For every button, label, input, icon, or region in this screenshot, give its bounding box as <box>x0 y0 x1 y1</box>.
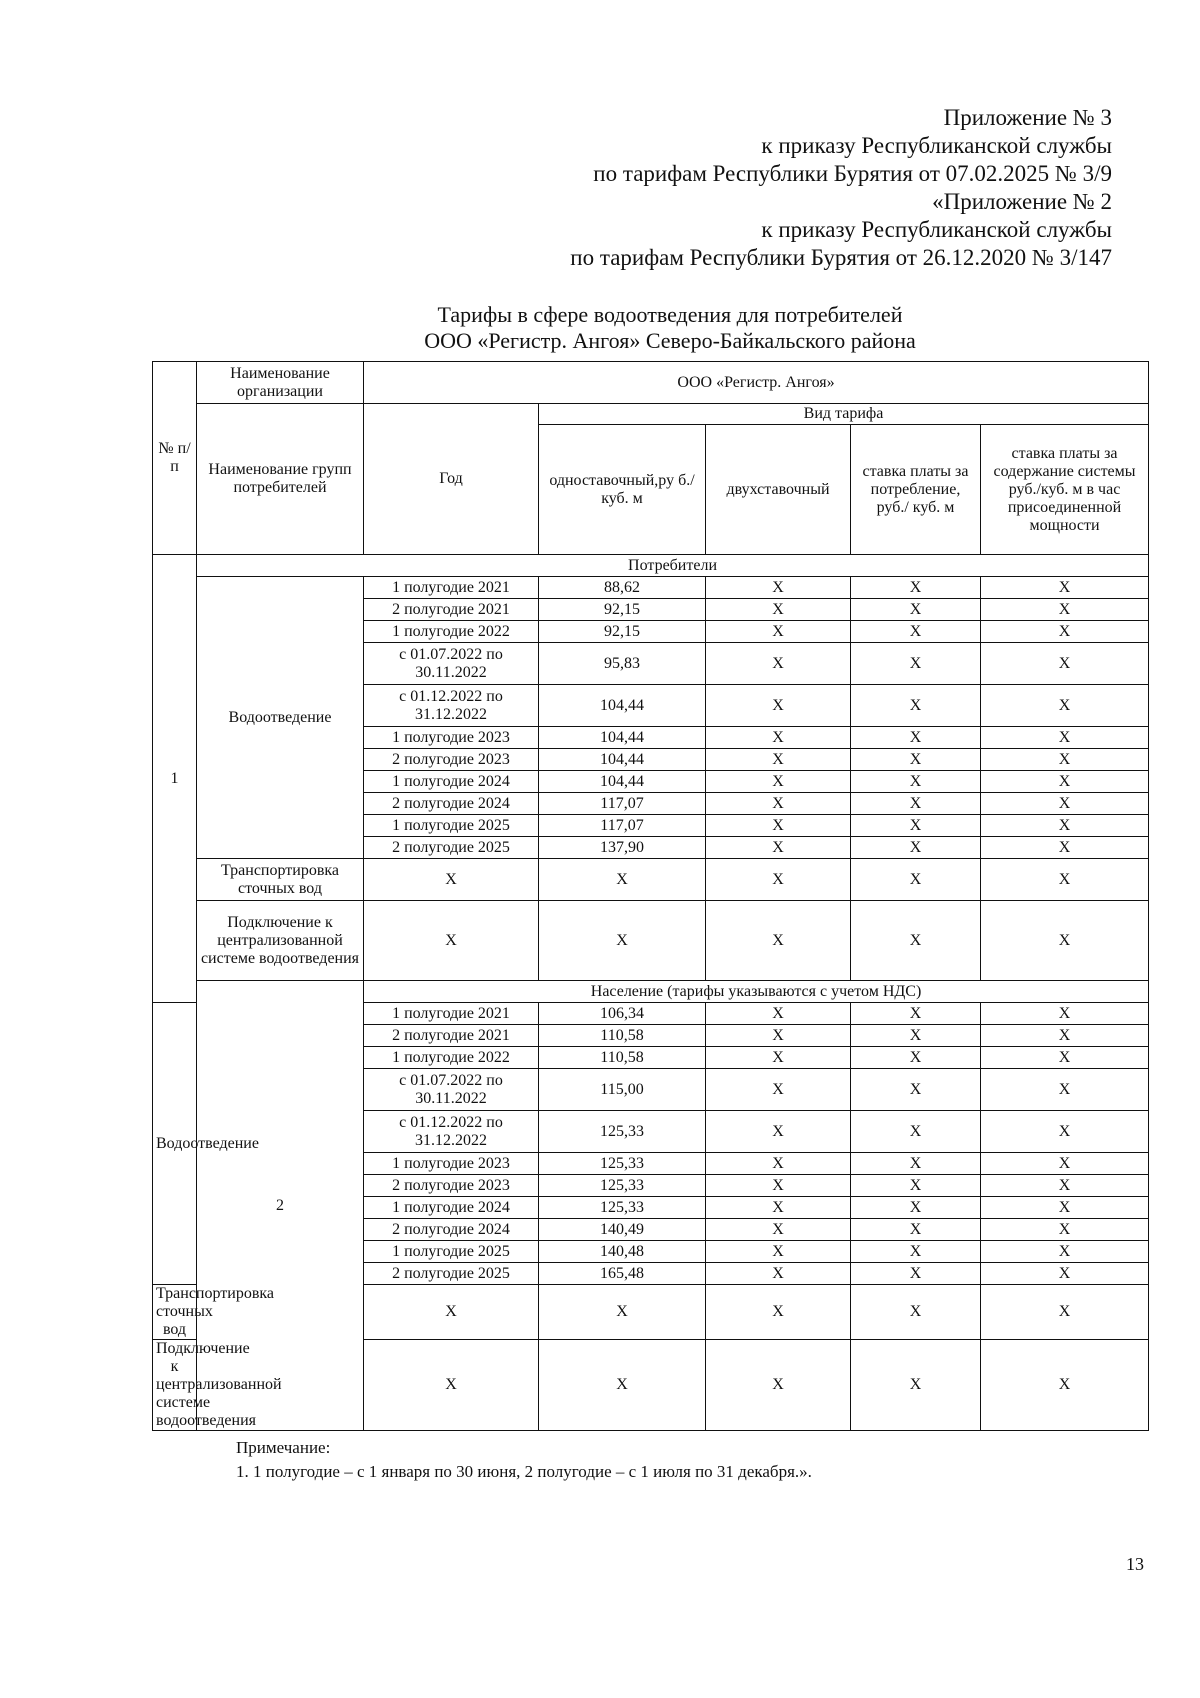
period-cell: 2 полугодие 2023 <box>364 749 539 771</box>
consumption-rate-cell: Х <box>851 1025 981 1047</box>
section-number: 1 <box>153 555 197 1003</box>
consumption-rate-cell: Х <box>851 1285 981 1340</box>
header-num: № п/ п <box>153 362 197 555</box>
maintenance-rate-cell: Х <box>981 1285 1149 1340</box>
period-cell: 1 полугодие 2022 <box>364 1047 539 1069</box>
consumption-rate-cell: Х <box>851 685 981 727</box>
double-rate-cell: Х <box>706 727 851 749</box>
double-rate-cell: Х <box>706 1047 851 1069</box>
document-title <box>0 302 1200 354</box>
consumption-rate-cell: Х <box>851 793 981 815</box>
consumption-rate-cell: Х <box>851 1241 981 1263</box>
single-rate-cell: 137,90 <box>539 837 706 859</box>
single-rate-cell: 88,62 <box>539 577 706 599</box>
transport-label: Транспортировка сточных вод <box>153 1285 197 1340</box>
section-number: 2 <box>197 981 364 1431</box>
consumption-rate-cell: Х <box>851 1069 981 1111</box>
double-rate-cell: Х <box>706 1241 851 1263</box>
consumption-rate-cell: Х <box>851 859 981 901</box>
double-rate-cell: Х <box>706 1197 851 1219</box>
header-year: Год <box>364 404 539 555</box>
double-rate-cell: Х <box>706 685 851 727</box>
maintenance-rate-cell: Х <box>981 749 1149 771</box>
period-cell: 1 полугодие 2022 <box>364 621 539 643</box>
consumption-rate-cell: Х <box>851 621 981 643</box>
double-rate-cell: Х <box>706 749 851 771</box>
consumption-rate-cell: Х <box>851 815 981 837</box>
section-title: Население (тарифы указываются с учетом НДС) <box>364 981 1149 1003</box>
table-header-row <box>153 362 1149 404</box>
connection-label: Подключение к централизованной системе водоотведения <box>153 1340 197 1431</box>
single-rate-cell: 110,58 <box>539 1047 706 1069</box>
single-rate-cell: 117,07 <box>539 815 706 837</box>
double-rate-cell: Х <box>706 901 851 981</box>
header-org-label: Наименование организации <box>197 362 364 404</box>
double-rate-cell: Х <box>706 1285 851 1340</box>
consumption-rate-cell: Х <box>851 1340 981 1431</box>
period-cell: 1 полугодие 2021 <box>364 577 539 599</box>
double-rate-cell: Х <box>706 1069 851 1111</box>
maintenance-rate-cell: Х <box>981 643 1149 685</box>
period-cell: 1 полугодие 2024 <box>364 1197 539 1219</box>
page-number: 13 <box>1126 1554 1144 1574</box>
header-line: Приложение № 3 <box>943 105 1112 130</box>
single-rate-cell: 92,15 <box>539 621 706 643</box>
transport-label: Транспортировка сточных вод <box>197 859 364 901</box>
maintenance-rate-cell: Х <box>981 859 1149 901</box>
period-cell: с 01.12.2022 по 31.12.2022 <box>364 685 539 727</box>
maintenance-rate-cell: Х <box>981 1047 1149 1069</box>
single-rate-cell: 110,58 <box>539 1025 706 1047</box>
double-rate-cell: Х <box>706 1175 851 1197</box>
maintenance-rate-cell: Х <box>981 837 1149 859</box>
maintenance-rate-cell: Х <box>981 1003 1149 1025</box>
double-rate-cell: Х <box>706 643 851 685</box>
maintenance-rate-cell: Х <box>981 793 1149 815</box>
consumption-rate-cell: Х <box>851 837 981 859</box>
consumption-rate-cell: Х <box>851 599 981 621</box>
period-cell: Х <box>364 1285 539 1340</box>
double-rate-cell: Х <box>706 599 851 621</box>
header-line: по тарифам Республики Бурятия от 26.12.2020 № 3/147 <box>570 245 1112 270</box>
maintenance-rate-cell: Х <box>981 727 1149 749</box>
single-rate-cell: Х <box>539 859 706 901</box>
section-title-row <box>153 981 1149 1003</box>
consumption-rate-cell: Х <box>851 1263 981 1285</box>
single-rate-cell: 125,33 <box>539 1111 706 1153</box>
double-rate-cell: Х <box>706 815 851 837</box>
service-name: Водоотведение <box>197 577 364 859</box>
single-rate-cell: 92,15 <box>539 599 706 621</box>
double-rate-cell: Х <box>706 1111 851 1153</box>
maintenance-rate-cell: Х <box>981 1111 1149 1153</box>
double-rate-cell: Х <box>706 1003 851 1025</box>
double-rate-cell: Х <box>706 1340 851 1431</box>
maintenance-rate-cell: Х <box>981 577 1149 599</box>
title-line-2: ООО «Регистр. Ангоя» Северо-Байкальского района <box>424 328 916 353</box>
double-rate-cell: Х <box>706 793 851 815</box>
title-line-1: Тарифы в сфере водоотведения для потребителей <box>437 302 903 327</box>
double-rate-cell: Х <box>706 837 851 859</box>
double-rate-cell: Х <box>706 1153 851 1175</box>
maintenance-rate-cell: Х <box>981 901 1149 981</box>
double-rate-cell: Х <box>706 771 851 793</box>
header-line: к приказу Республиканской службы <box>761 133 1112 158</box>
period-cell: 1 полугодие 2024 <box>364 771 539 793</box>
service-name: Водоотведение <box>153 1003 197 1285</box>
consumption-rate-cell: Х <box>851 1003 981 1025</box>
header-line: по тарифам Республики Бурятия от 07.02.2025 № 3/9 <box>593 161 1112 186</box>
consumption-rate-cell: Х <box>851 1219 981 1241</box>
single-rate-cell: 117,07 <box>539 793 706 815</box>
consumption-rate-cell: Х <box>851 1175 981 1197</box>
header-groups: Наименование групп потребителей <box>197 404 364 555</box>
maintenance-rate-cell: Х <box>981 621 1149 643</box>
transport-row <box>153 859 1149 901</box>
table-row <box>153 577 1149 599</box>
consumption-rate-cell: Х <box>851 1197 981 1219</box>
single-rate-cell: 104,44 <box>539 771 706 793</box>
single-rate-cell: 115,00 <box>539 1069 706 1111</box>
connection-row <box>153 901 1149 981</box>
period-cell: с 01.12.2022 по 31.12.2022 <box>364 1111 539 1153</box>
consumption-rate-cell: Х <box>851 1111 981 1153</box>
period-cell: 1 полугодие 2025 <box>364 1241 539 1263</box>
period-cell: 2 полугодие 2025 <box>364 837 539 859</box>
single-rate-cell: Х <box>539 1340 706 1431</box>
note-title: Примечание: <box>236 1438 331 1457</box>
maintenance-rate-cell: Х <box>981 685 1149 727</box>
header-double: двухставочный <box>706 425 851 555</box>
period-cell: 2 полугодие 2021 <box>364 599 539 621</box>
header-line: к приказу Республиканской службы <box>761 217 1112 242</box>
section-title: Потребители <box>197 555 1149 577</box>
maintenance-rate-cell: Х <box>981 815 1149 837</box>
header-org-name: ООО «Регистр. Ангоя» <box>364 362 1149 404</box>
double-rate-cell: Х <box>706 621 851 643</box>
connection-label: Подключение к централизованной системе водоотведения <box>197 901 364 981</box>
single-rate-cell: 140,48 <box>539 1241 706 1263</box>
single-rate-cell: 106,34 <box>539 1003 706 1025</box>
period-cell: 1 полугодие 2025 <box>364 815 539 837</box>
appendix-header <box>570 104 1112 272</box>
single-rate-cell: Х <box>539 901 706 981</box>
period-cell: 1 полугодие 2021 <box>364 1003 539 1025</box>
consumption-rate-cell: Х <box>851 901 981 981</box>
header-rate-maintenance: ставка платы за содержание системы руб./куб. м в час присоединенной мощности <box>981 425 1149 555</box>
period-cell: 2 полугодие 2021 <box>364 1025 539 1047</box>
consumption-rate-cell: Х <box>851 643 981 685</box>
period-cell: Х <box>364 1340 539 1431</box>
double-rate-cell: Х <box>706 577 851 599</box>
single-rate-cell: 125,33 <box>539 1197 706 1219</box>
single-rate-cell: 95,83 <box>539 643 706 685</box>
double-rate-cell: Х <box>706 859 851 901</box>
maintenance-rate-cell: Х <box>981 1069 1149 1111</box>
single-rate-cell: 104,44 <box>539 749 706 771</box>
consumption-rate-cell: Х <box>851 1047 981 1069</box>
maintenance-rate-cell: Х <box>981 771 1149 793</box>
consumption-rate-cell: Х <box>851 577 981 599</box>
header-rate-consumption: ставка платы за потребление, руб./ куб. м <box>851 425 981 555</box>
single-rate-cell: 165,48 <box>539 1263 706 1285</box>
consumption-rate-cell: Х <box>851 749 981 771</box>
maintenance-rate-cell: Х <box>981 1153 1149 1175</box>
period-cell: с 01.07.2022 по 30.11.2022 <box>364 643 539 685</box>
period-cell: Х <box>364 901 539 981</box>
single-rate-cell: 104,44 <box>539 727 706 749</box>
single-rate-cell: 125,33 <box>539 1153 706 1175</box>
section-title-row <box>153 555 1149 577</box>
double-rate-cell: Х <box>706 1025 851 1047</box>
header-line: «Приложение № 2 <box>932 189 1112 214</box>
consumption-rate-cell: Х <box>851 771 981 793</box>
period-cell: 2 полугодие 2023 <box>364 1175 539 1197</box>
maintenance-rate-cell: Х <box>981 1175 1149 1197</box>
maintenance-rate-cell: Х <box>981 1219 1149 1241</box>
header-tariff-type: Вид тарифа <box>539 404 1149 425</box>
note-block <box>236 1436 812 1484</box>
single-rate-cell: 104,44 <box>539 685 706 727</box>
consumption-rate-cell: Х <box>851 727 981 749</box>
note-item: 1. 1 полугодие – с 1 января по 30 июня, 2 полугодие – с 1 июля по 31 декабря.». <box>236 1462 812 1481</box>
single-rate-cell: Х <box>539 1285 706 1340</box>
double-rate-cell: Х <box>706 1263 851 1285</box>
maintenance-rate-cell: Х <box>981 1241 1149 1263</box>
double-rate-cell: Х <box>706 1219 851 1241</box>
period-cell: 2 полугодие 2024 <box>364 1219 539 1241</box>
period-cell: Х <box>364 859 539 901</box>
period-cell: с 01.07.2022 по 30.11.2022 <box>364 1069 539 1111</box>
maintenance-rate-cell: Х <box>981 1340 1149 1431</box>
single-rate-cell: 140,49 <box>539 1219 706 1241</box>
period-cell: 2 полугодие 2025 <box>364 1263 539 1285</box>
maintenance-rate-cell: Х <box>981 1197 1149 1219</box>
period-cell: 1 полугодие 2023 <box>364 727 539 749</box>
period-cell: 1 полугодие 2023 <box>364 1153 539 1175</box>
maintenance-rate-cell: Х <box>981 599 1149 621</box>
table-header-row <box>153 404 1149 425</box>
tariff-table <box>152 361 1149 1431</box>
period-cell: 2 полугодие 2024 <box>364 793 539 815</box>
consumption-rate-cell: Х <box>851 1153 981 1175</box>
single-rate-cell: 125,33 <box>539 1175 706 1197</box>
maintenance-rate-cell: Х <box>981 1025 1149 1047</box>
header-single: одноставочный,ру б./ куб. м <box>539 425 706 555</box>
maintenance-rate-cell: Х <box>981 1263 1149 1285</box>
